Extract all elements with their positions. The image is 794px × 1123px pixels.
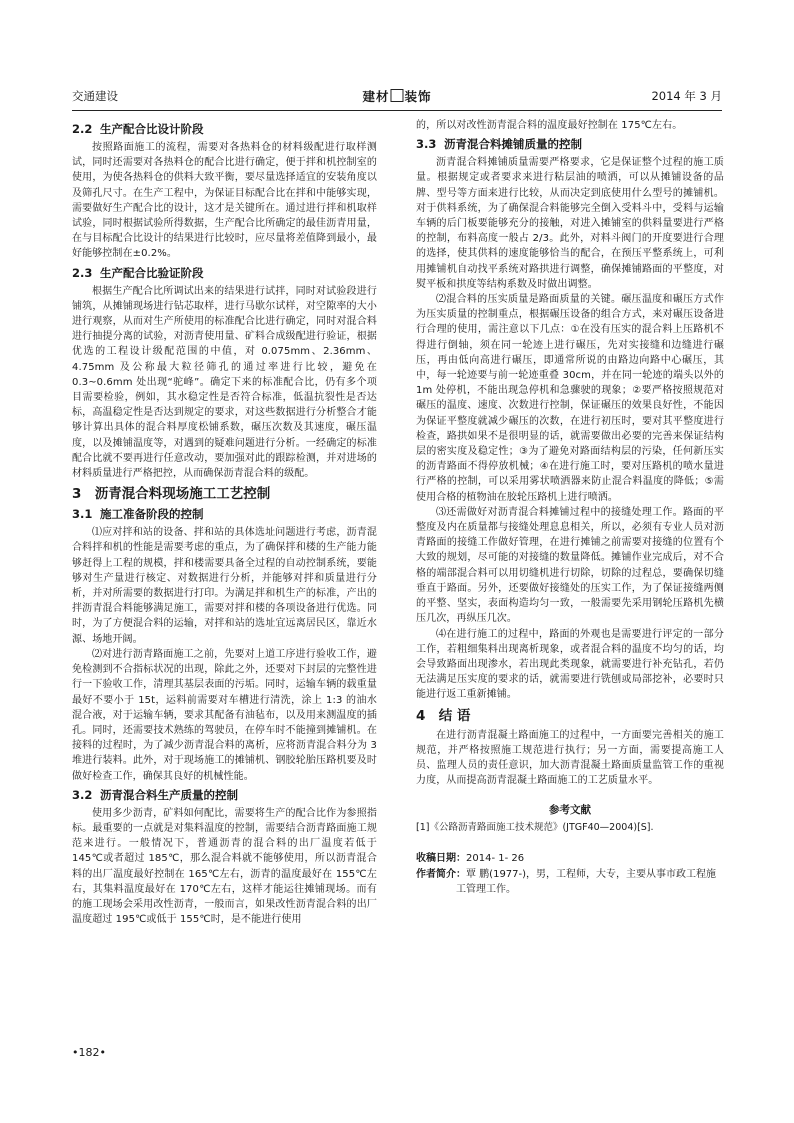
paragraph-continuation: 的，所以对改性沥青混合料的温度最好控制在 175℃左右。	[416, 120, 683, 131]
left-column	[72, 118, 377, 927]
paragraph: 使用多少沥青，矿料如何配比，需要将生产的配合比作为参照指标。最重要的一点就是对集料温度的控制，需要结合沥青路面施工规范来进行。一般情况下，普通沥青的混合料的出厂温度若低于 145℃或者超过 185℃，那么混合料就不能够使用，所以沥青混合料的出厂温度最好控制在 165℃左右，沥青的温度最好在 155℃左右，其集料温度最好在 170℃左右，这样才能运往摊铺现场。而有的施工现场会采用改性沥青，一般而言，如果改性沥青混合料的出厂温度超过 195℃或低于 155℃时，是不能进行使用	[72, 807, 377, 926]
section-4-heading	[416, 708, 724, 725]
paragraph: ⑴应对拌和站的设备、拌和站的具体选址问题进行考虑，沥青混合料拌和机的性能是需要考虑的重点，为了确保拌和楼的生产能力能够赶得上工程的规模，拌和楼需要具备全过程的自动控制系统，要能够对生产量进行核定、对数据进行分析，并能够对拌和质量进行分析，并对所需要的数据进行打印。为满足拌和机生产的标准，产出的拌沥青混合料能够满足施工，需要对拌和楼的各项设备进行优选。同时，为了方便混合料的运输，对拌和站的选址宜远离居民区，靠近水源、场地开阔。	[72, 527, 377, 645]
author-bio	[416, 867, 724, 897]
paragraph: ⑵混合料的压实质量是路面质量的关键。碾压温度和碾压方式作为压实质量的控制重点，根据碾压设备的组合方式，来对碾压设备进行合理的使用，需注意以下几点：①在没有压实的混合料上压路机不得进行倒轴，须在同一轮迹上进行碾压，先对实接缝和边缝进行碾压，再由低向高进行碾压，即通常所说的由路边向路中心碾压，其中，每一轮迹要与前一轮迹重叠 30cm，并在同一轮迹的端头以外的 1m 处停机，不能出现急停机和急骤驶的现象；②要严格按照规范对碾压的温度、速度、次数进行控制，保证碾压的效果良好性，不能因为保证平整度就减少碾压的次数，在进行初压时，要对其平整度进行检查，路拱如果不是很明显的话，就需要做出必要的完善来保证结构层的密实度及稳定性；③为了避免对路面结构层的污染，任何新压实的沥青路面不得停放机械；④在进行施工时，要对压路机的喷水量进行严格的控制，可以采用雾状喷洒器来防止混合料温度的降低；⑤需使用合格的植物油在胶轮压路机上进行喷洒。	[416, 294, 724, 503]
page-number: •182•	[72, 1046, 106, 1059]
section-title: 沥青混合料生产质量的控制	[100, 787, 239, 802]
reference-item: [1]《公路沥青路面施工技术规范》(JTGF40—2004)[S].	[416, 822, 654, 834]
section-title: 结 语	[438, 707, 471, 724]
section-title: 施工准备阶段的控制	[100, 507, 204, 522]
section-number: 2.3	[72, 265, 93, 280]
section-2-3-heading	[72, 266, 377, 281]
logo-square-icon	[391, 89, 404, 102]
paragraph: 根据生产配合比所调试出来的结果进行试拌，同时对试验段进行铺筑，从摊铺现场进行钻芯取样，进行马歇尔试样，对空隙率的大小进行观察，从而对生产所使用的标准配合比进行确定，同时对混合料进行抽提分离的试验，对沥青使用量、矿料合成级配进行验证，根据优选的工程设计级配范围的中值，对 0.075mm、2.36mm、4.75mm 及公称最大粒径筛孔的通过率进行比较，避免在 0.3~0.6mm 处出现“驼峰”。确定下来的标准配合比，仍有多个项目需要检验，例如，其水稳定性是否符合标准，低温抗裂性是否达标，高温稳定性是否达到规定的要求，对这些数据进行分析整合才能够计算出具体的混合料厚度松铺系数，碾压次数及其速度，碾压温度，以及摊铺温度等，对遇到的疑难问题进行分析。一经确定的标准配合比就不要再进行任意改动，要加强对此的跟踪检测，并对进场的材料质量进行严格把控，从而确保沥青混合料的级配。	[72, 285, 377, 480]
author-bio-label: 作者简介：	[416, 868, 466, 880]
paragraph: ⑶还需做好对沥青混合料摊铺过程中的接缝处理工作。路面的平整度及内在质量都与接缝处理息息相关，所以，必须有专业人员对沥青路面的接缝工作做好管理，在进行摊铺之前需要对接缝的位置有个大致的规划，尽可能的对接缝的数量降低。摊铺作业完成后，对不合格的端部混合料可以用切缝机进行切除，切除的过程总，要确保切缝垂直于路面。另外，还要做好接缝处的压实工作，为了保证接缝两侧的平整、坚实，表面构造均匀一致，一般需要先采用钢轮压路机先横压几次，再纵压几次。	[416, 506, 724, 625]
paragraph: ⑷在进行施工的过程中，路面的外观也是需要进行评定的一部分工作，若粗细集料出现离析现象，或者混合料的温度不均匀的话，均会导致路面出现渗水，若出现此类现象，就需要进行补充钻孔，若仍无法满足压实度的要求的话，就需要进行铣刨或局部挖补，必要时只能进行返工重新摊铺。	[416, 628, 724, 701]
section-3-3-heading	[416, 137, 724, 152]
page-header	[72, 84, 722, 111]
section-title: 生产配合比设计阶段	[100, 122, 204, 136]
journal-logo-part-a: 建材	[362, 89, 390, 104]
section-title: 生产配合比验证阶段	[100, 265, 204, 280]
received-date	[416, 851, 724, 866]
references-heading: 参考文献	[549, 804, 591, 817]
issue-date: 2014 年 3 月	[651, 89, 722, 103]
right-column	[416, 118, 724, 897]
section-title: 沥青混合料现场施工工艺控制	[94, 486, 271, 503]
section-number: 3.1	[72, 507, 93, 522]
section-title: 沥青混合料摊铺质量的控制	[444, 137, 583, 152]
journal-logo-part-b: 装饰	[404, 89, 432, 104]
paragraph: 在进行沥青混凝土路面施工的过程中，一方面要完善相关的施工规范，并严格按照施工规范进行执行；另一方面，需要提高施工人员、监理人员的责任意识，加大沥青混凝土路面质量监管工作的重视力度，从而提高沥青混凝土路面施工的工艺质量水平。	[416, 729, 724, 787]
journal-section: 交通建设	[72, 89, 118, 103]
section-3-2-heading	[72, 788, 377, 803]
section-number: 3.3	[416, 137, 437, 152]
section-number: 3	[72, 486, 82, 503]
paragraph: 沥青混合料摊铺质量需要严格要求，它是保证整个过程的施工质量。根据规定或者要求来进行粘层油的喷洒，可以从摊铺设备的品牌、型号等方面来进行比较，从而决定到底使用什么型号的摊铺机。对于供料系统，为了确保混合料能够完全倒入受料斗中，受料与运输车辆的后门板要能够充分的接触，对进入摊铺室的供料量要进行严格的控制，布料高度一般占 2/3。此外，对料斗阀门的开度要进行合理的选择，使其供料的速度能够恰当的配合，在预压平整系统上，可利用摊铺机自动找平系统对路拱进行调整，确保摊铺路面的平整度，对熨平板和拱度等结构系数及时做出调整。	[416, 157, 724, 290]
received-date-value: 2014- 1- 26	[466, 853, 525, 865]
section-number: 4	[416, 707, 426, 724]
section-3-1-heading	[72, 507, 377, 522]
section-number: 2.2	[72, 122, 93, 136]
author-bio-value: 覃 鹏(1977-)，男，工程师，大专，主要从事市政工程施工管理工作。	[456, 868, 717, 895]
section-2-2-heading	[72, 122, 377, 137]
paragraph: ⑵对进行沥青路面施工之前，先要对上道工序进行验收工作，避免检测到不合指标状况的出现，除此之外，还要对下封层的完整性进行一下验收工作，清理其基层表面的污垢。同时，运输车辆的载重量最好不要小于 15t，运料前需要对车槽进行清洗，涂上 1:3 的油水混合液，对于运输车辆，要求其配备有油毡布，以及用来测温度的插孔。同时，还需要技术熟练的驾驶员，在停车时不能撞到摊铺机。在接料的过程时，为了减少沥青混合料的离析，应将沥青混合料分为 3 堆进行装料。此外，对于现场施工的摊铺机、钢胶轮胎压路机要及时做好检查工作，确保其良好的机械性能。	[72, 648, 377, 782]
paragraph: 按照路面施工的流程，需要对各热料仓的材料级配进行取样测试，同时还需要对各热料仓的配合比进行确定，便于拌和机控制室的使用，为使各热料仓的供料大致平衡，要尽量选择适宜的安装角度以及筛孔尺寸。在生产工程中，为保证目标配合比在拌和中能够实现，需要做好生产配合比的设计，这才是关键所在。通过进行拌和机取样试验，同时根据试验所得数据，生产配合比所确定的最佳沥青用量，在与目标配合比设计的结果进行比较时，应尽量将差值降到最小，最好能够控制在±0.2%。	[72, 142, 377, 260]
section-number: 3.2	[72, 787, 93, 802]
journal-logo	[362, 87, 431, 105]
section-3-heading	[72, 486, 377, 503]
received-date-label: 收稿日期：	[416, 853, 466, 865]
